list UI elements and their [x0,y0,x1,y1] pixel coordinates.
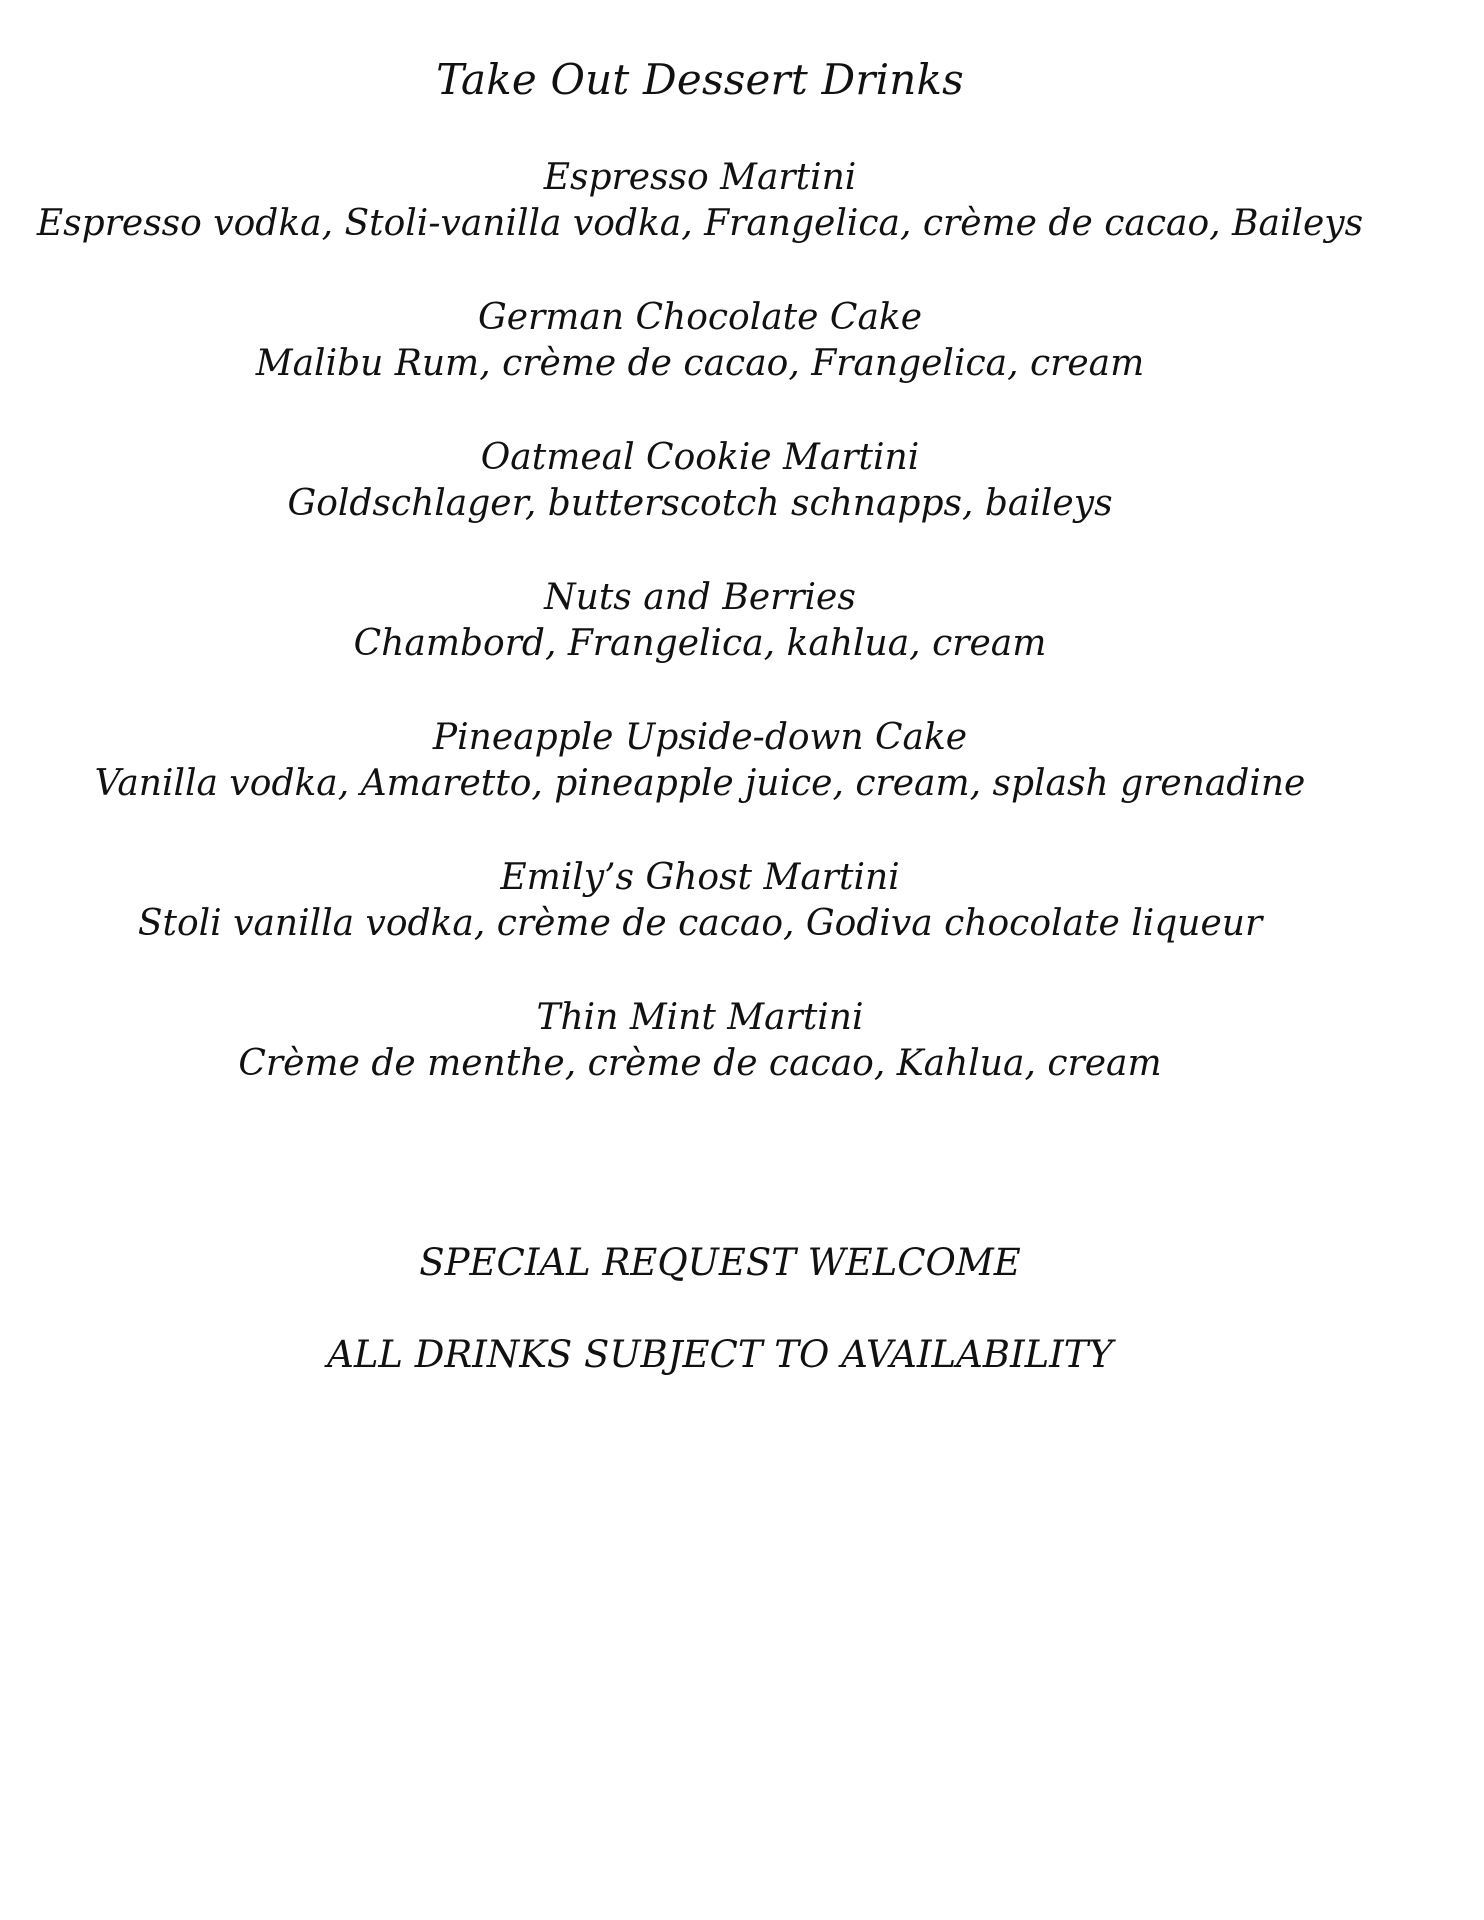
drink-ingredients: Espresso vodka, Stoli-vanilla vodka, Frangelica, crème de cacao, Baileys [36,203,1364,244]
drink-ingredients: Chambord, Frangelica, kahlua, cream [353,623,1047,664]
drink-item [0,855,1400,947]
drink-item [0,155,1400,247]
drink-name: Pineapple Upside-down Cake [432,717,968,758]
drink-item [0,435,1400,527]
drink-name: Oatmeal Cookie Martini [480,437,920,478]
drink-item [0,575,1400,667]
drink-item [0,295,1400,387]
drink-item [0,715,1400,807]
drink-name: Emily’s Ghost Martini [500,857,900,898]
drink-ingredients: Goldschlager, butterscotch schnapps, baileys [287,483,1113,524]
special-request-note: SPECIAL REQUEST WELCOME [419,1241,1021,1284]
drink-name: Thin Mint Martini [536,997,864,1038]
drink-ingredients: Vanilla vodka, Amaretto, pineapple juice, cream, splash grenadine [94,763,1306,804]
menu-title: Take Out Dessert Drinks [436,55,964,104]
drink-ingredients: Crème de menthe, crème de cacao, Kahlua, cream [238,1043,1162,1084]
drink-item [0,995,1400,1087]
drink-name: Espresso Martini [543,157,857,198]
drink-name: Nuts and Berries [544,577,856,618]
drink-ingredients: Malibu Rum, crème de cacao, Frangelica, cream [255,343,1145,384]
availability-note: ALL DRINKS SUBJECT TO AVAILABILITY [327,1333,1113,1376]
drink-name: German Chocolate Cake [477,297,923,338]
drink-ingredients: Stoli vanilla vodka, crème de cacao, Godiva chocolate liqueur [137,903,1263,944]
